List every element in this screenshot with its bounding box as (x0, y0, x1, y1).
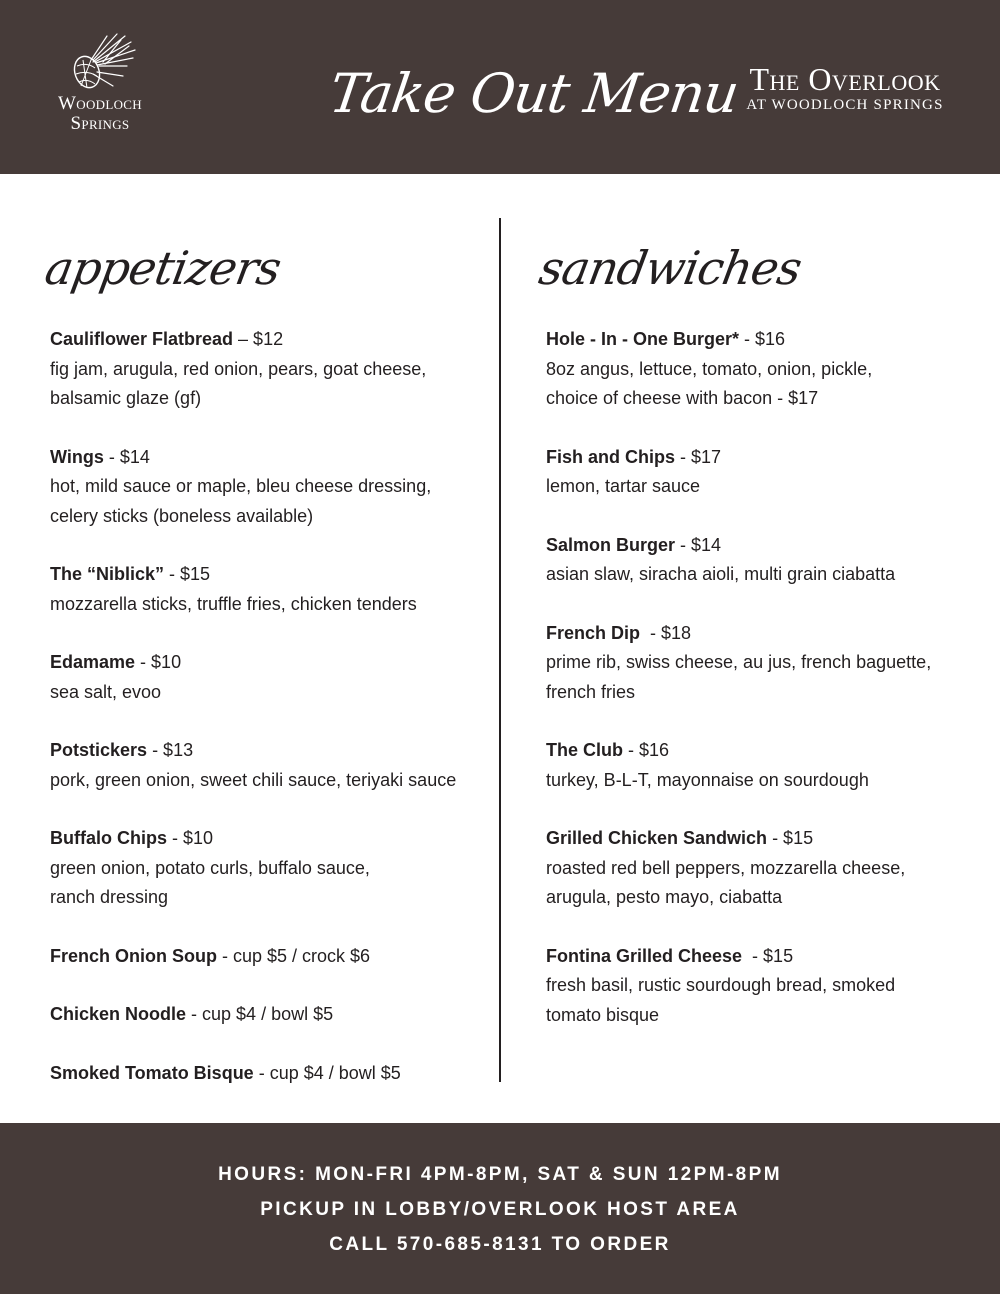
menu-item-description: sea salt, evoo (50, 681, 162, 702)
menu-item-description: prime rib, swiss cheese, au jus, french baguette, (546, 652, 932, 672)
menu-item-name: Edamame (50, 652, 136, 672)
header-band (0, 0, 1000, 174)
phone-line: CALL 570-685-8131 TO ORDER (329, 1234, 671, 1255)
menu-item-price: - $10 (167, 828, 214, 848)
menu-item-description: lemon, tartar sauce (546, 476, 701, 496)
menu-item-name: Chicken Noodle (50, 1004, 187, 1024)
menu-item-name: Wings (50, 446, 104, 467)
menu-item-description: ranch dressing (50, 887, 169, 907)
footer-band (0, 1123, 1000, 1294)
menu-item-name: Hole - In - One Burger* (546, 329, 740, 349)
menu-item (50, 824, 490, 913)
menu-item-heading (546, 942, 966, 972)
menu-item-price: - $16 (739, 329, 786, 349)
menu-item (50, 648, 490, 707)
menu-item-name: Potstickers (50, 740, 148, 760)
menu-item (546, 824, 966, 913)
menu-item-description: arugula, pesto mayo, ciabatta (546, 887, 783, 907)
menu-item (50, 942, 490, 972)
menu-item-description: turkey, B-L-T, mayonnaise on sourdough (546, 769, 869, 790)
menu-item-price: - $13 (147, 740, 194, 760)
menu-item-heading (50, 824, 490, 854)
sandwiches-list (546, 325, 966, 1059)
menu-item-description: fresh basil, rustic sourdough bread, smoked (546, 975, 896, 995)
menu-item-price: - $17 (675, 446, 722, 467)
pinecone-icon (63, 32, 137, 94)
menu-item (50, 736, 490, 795)
menu-item-heading (50, 1059, 490, 1089)
menu-item (50, 1059, 490, 1089)
menu-item-heading (50, 325, 490, 355)
menu-item-name: French Onion Soup (50, 945, 217, 966)
menu-item (50, 443, 490, 532)
menu-item-price: - $18 (640, 622, 692, 643)
menu-item-name: Smoked Tomato Bisque (50, 1062, 254, 1083)
appetizers-heading: appetizers (41, 241, 285, 295)
menu-item-heading (50, 1000, 490, 1030)
menu-item-description: 8oz angus, lettuce, tomato, onion, pickle, (546, 358, 873, 379)
pickup-line: PICKUP IN LOBBY/OVERLOOK HOST AREA (260, 1199, 740, 1220)
menu-item-heading (50, 560, 490, 590)
page-title: Take Out Menu (325, 62, 743, 125)
brand-right-sub: AT WOODLOCH SPRINGS (746, 97, 944, 113)
menu-item-description: celery sticks (boneless available) (50, 505, 314, 526)
menu-item-heading (546, 736, 966, 766)
menu-item-price: - $15 (164, 564, 211, 584)
woodloch-springs-logo (30, 32, 170, 134)
menu-item-price: - cup $5 / crock $6 (217, 945, 371, 966)
menu-item-heading (50, 648, 490, 678)
menu-item-price: - $10 (135, 652, 182, 672)
menu-item-price: - cup $4 / bowl $5 (253, 1062, 401, 1083)
menu-item-name: The “Niblick” (50, 564, 165, 584)
brand-left-line1: Woodloch (58, 93, 142, 114)
appetizers-list (50, 325, 490, 1117)
menu-item (546, 443, 966, 502)
menu-item (546, 531, 966, 590)
menu-item (546, 736, 966, 795)
menu-item-description: asian slaw, siracha aioli, multi grain ciabatta (546, 564, 896, 584)
menu-item-description: pork, green onion, sweet chili sauce, teriyaki sauce (50, 769, 457, 790)
menu-item-price: - $14 (103, 446, 150, 467)
menu-item-heading (50, 942, 490, 972)
brand-left-line2: Springs (70, 113, 130, 134)
menu-item-description: mozzarella sticks, truffle fries, chicken tenders (50, 593, 417, 614)
menu-item-heading (546, 443, 966, 473)
menu-item-heading (546, 325, 966, 355)
brand-right-name: The Overlook (749, 61, 941, 97)
menu-item-description: hot, mild sauce or maple, bleu cheese dressing, (50, 476, 432, 496)
menu-item-heading (546, 531, 966, 561)
menu-item-description: green onion, potato curls, buffalo sauce, (50, 857, 370, 878)
menu-item-name: Salmon Burger (546, 534, 676, 555)
menu-item-name: Fish and Chips (546, 446, 676, 467)
menu-item-description: french fries (546, 681, 636, 702)
menu-item-description: balsamic glaze (gf) (50, 388, 202, 408)
hours-line: HOURS: MON-FRI 4PM-8PM, SAT & SUN 12PM-8PM (218, 1164, 782, 1185)
menu-item-heading (546, 824, 966, 854)
menu-item-price: - cup $4 / bowl $5 (186, 1004, 334, 1024)
menu-item-price: - $16 (623, 740, 670, 760)
sandwiches-heading: sandwiches (535, 241, 806, 295)
menu-item-name: French Dip (546, 622, 641, 643)
menu-item-price: – $12 (233, 329, 284, 349)
menu-item-description: fig jam, arugula, red onion, pears, goat cheese, (50, 358, 427, 379)
menu-item-price: - $14 (675, 534, 722, 555)
menu-item (50, 560, 490, 619)
menu-item-price: - $15 (742, 945, 794, 966)
menu-item-heading (546, 619, 966, 649)
menu-item (546, 942, 966, 1031)
menu-item-price: - $15 (767, 828, 814, 848)
menu-item (50, 325, 490, 414)
menu-item-heading (50, 443, 490, 473)
menu-item-name: Fontina Grilled Cheese (546, 945, 743, 966)
menu-item (546, 325, 966, 414)
column-divider (499, 218, 501, 1082)
menu-item-name: Grilled Chicken Sandwich (546, 828, 768, 848)
overlook-logo (720, 62, 970, 114)
menu-item-description: choice of cheese with bacon - $17 (546, 388, 819, 408)
menu-item-name: Cauliflower Flatbread (50, 329, 234, 349)
menu-item-heading (50, 736, 490, 766)
menu-item (546, 619, 966, 708)
menu-item-description: roasted red bell peppers, mozzarella cheese, (546, 857, 906, 878)
menu-item (50, 1000, 490, 1030)
menu-item-name: Buffalo Chips (50, 828, 167, 848)
menu-item-name: The Club (546, 740, 623, 760)
menu-item-description: tomato bisque (546, 1004, 660, 1025)
